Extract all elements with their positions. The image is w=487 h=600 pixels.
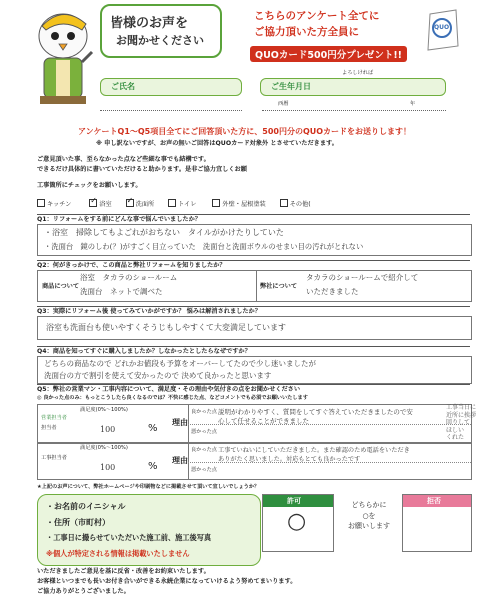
request-line2: お聞かせください (116, 34, 204, 47)
work-area-bath[interactable] (89, 201, 111, 208)
q2-title: Q2：何がきっかけで、この商品と弊社リフォームを知りましたか？ (37, 260, 470, 270)
work-area-kitchen[interactable] (37, 201, 71, 208)
name-underline (100, 110, 242, 111)
q5-works-row (37, 442, 472, 480)
deny-label: 拒否 (427, 497, 441, 505)
publish-item1: ・お名前のイニシャル (46, 502, 126, 511)
work-area-other[interactable] (280, 201, 311, 208)
sales-good-label: 良かった点 (191, 409, 217, 415)
work-area-label: 洗面所 (135, 201, 155, 208)
present-line1: こちらのアンケート全てに (254, 10, 380, 22)
sales-label: 営業担当者 (41, 415, 67, 421)
q5-subtitle: ◎ 良かった点のみ：もっとこうしたら良くなるのでは？不快に感じた点、などコメントでも必須でお願いいたします (37, 395, 308, 401)
q5-title: Q5：弊社の営業マン・工事内容について、満足度・その理由や気付きの点をお聞かせください (37, 384, 470, 394)
closing-line2: お客様といつまでも長いお付き合いができる永続企業になっていけるよう努めてまいります。 (37, 578, 297, 585)
choose-line3: お願いします (348, 522, 390, 530)
intro-line2: ※ 申し訳ないですが、お声の無いご回答はQUOカード対象外 とさせていただきます。 (96, 140, 338, 147)
work-area-label: 浴室 (99, 201, 112, 208)
side-note-line5: くれた (446, 434, 465, 441)
request-banner (100, 4, 222, 58)
q2-company-answer1: タカラのショールームで紹介して (306, 273, 419, 282)
checkbox-kitchen[interactable] (37, 199, 45, 207)
q2-company-label: 弊社について (260, 283, 298, 290)
sales-satisfaction-label: 満足度(0%～100%) (80, 407, 128, 413)
publish-item2: ・住所（市町村） (46, 518, 110, 527)
intro-line3: ご意見頂いた事、至らなかった点など些細な事でも結構です。 (37, 156, 210, 163)
sales-bad-label: 悪かった点 (191, 429, 217, 435)
deny-box[interactable] (402, 494, 472, 552)
birth-note: よろしければ (342, 70, 374, 76)
checkbox-other[interactable] (280, 199, 288, 207)
q3-answer: 浴室も洗面台も使いやすくそうじもしやすくて大変満足しています (46, 323, 286, 332)
works-good-label: 良かった点 (191, 447, 217, 453)
works-satisfaction-value[interactable]: 100 (100, 463, 116, 472)
mascot-bird-icon (32, 2, 94, 110)
works-reason-label: 理由 (172, 456, 188, 465)
works-divider (188, 443, 189, 479)
publish-items-box (37, 494, 261, 566)
works-label: 工事担当者 (41, 455, 67, 461)
intro-line5: 工事箇所にチェックをお願いします。 (37, 182, 142, 189)
sales-comment1: 説明がわかりやすく、質問をしてすぐ答えていただきましたので安 (218, 408, 413, 416)
q2-product-answer1: 浴室 タカラのショールーム (80, 273, 178, 282)
q1-answer2: ・洗面台 鏡のしわ(？)がすごく目立っていた 洗面台と洗面ボウルのせまい目の汚れがとれない (44, 242, 364, 251)
q1-title: Q1：リフォームをする前にどんな事で悩んでいましたか？ (37, 214, 470, 224)
intro-line4: できるだけ具体的に書いていただけると助かります。是非ご協力宜しくお願 (37, 166, 247, 173)
work-area-row (37, 199, 311, 208)
permit-mark: ○ (287, 509, 307, 534)
quo-badge: QUO (434, 24, 450, 31)
quo-card-icon (422, 8, 462, 52)
footer-note: ★上記のお声について、弊社ホームページや印刷物などに掲載させて頂いて宜しいでしょうか？ (37, 484, 260, 490)
present-line2: ご協力頂いた方全員に (254, 26, 359, 38)
work-area-label: トイレ (178, 201, 197, 208)
sales-satisfaction-value[interactable]: 100 (100, 425, 116, 434)
q2-company-answer2: いただきました (306, 287, 359, 296)
sales-pct-unit: % (148, 423, 158, 434)
works-comment2: ありがたく思いました。対応もとても良かったです (218, 456, 361, 463)
q5-sales-row (37, 404, 472, 444)
publish-item4: ※個人が特定される情報は掲載いたしません (46, 549, 190, 558)
work-area-label: 外壁・屋根塗装 (222, 201, 266, 208)
works-comment1: 工事ていねいにしていただきました。また確認のため電話をいただき (218, 447, 410, 454)
work-area-exterior[interactable] (212, 201, 265, 208)
sales-reason-label: 理由 (172, 418, 188, 427)
side-note-line1: 工事当日に (446, 404, 477, 411)
q1-answer-box[interactable] (37, 224, 472, 256)
q2-product-answer2: 洗面台 ネットで調べた (80, 287, 163, 296)
present-banner (242, 2, 422, 68)
closing-line3: ご協力ありがとうございました。 (37, 588, 130, 595)
birth-era: 西暦 (278, 101, 289, 107)
choose-instruction (340, 500, 398, 532)
permit-label: 許可 (287, 497, 301, 505)
side-note-line3: 回りして (446, 419, 471, 426)
work-area-label: その他( (289, 201, 311, 208)
birth-year: 年 (410, 101, 416, 107)
choose-line2: ○を (362, 511, 376, 520)
works-bad-label: 悪かった点 (191, 467, 217, 473)
name-field[interactable] (100, 78, 242, 96)
work-area-washroom[interactable] (126, 201, 155, 208)
q1-answer1: ・浴室 掃除してもよごれがおちない タイルがかけたりしていた (44, 228, 284, 237)
intro-line1-text: アンケートQ1～Q5項目全てにご回答頂いた方に、500円分のQUOカードをお送りします！ (78, 127, 412, 136)
intro-line1 (78, 126, 411, 137)
checkbox-exterior[interactable] (212, 199, 220, 207)
birth-field[interactable] (260, 78, 446, 96)
q3-answer-box[interactable] (37, 316, 472, 340)
q4-title: Q4：商品を知ってすぐに購入しましたか？しなかったとしたらなぜですか？ (37, 346, 470, 356)
closing-line1: いただきましたご意見を基に反省・改善をお約束いたします。 (37, 568, 210, 575)
birth-underline (262, 110, 446, 111)
side-note-line2: 近所に挨拶 (446, 411, 477, 419)
works-satisfaction-label: 満足度(0%～100%) (80, 445, 128, 451)
work-area-toilet[interactable] (168, 201, 196, 208)
q4-answer2: 洗面台の方で割引を使えて安かったので 決めて良かったと思います (44, 371, 272, 380)
birth-label: ご生年月日 (271, 82, 311, 91)
q4-answer1: どちらの商品なので どれかお値段も予算をオーバーしてたので少し迷いましたが (44, 359, 317, 368)
checkbox-washroom[interactable] (126, 199, 134, 207)
q4-answer-box[interactable] (37, 356, 472, 384)
sales-comment2: 心して任せることができました (218, 417, 309, 425)
side-note (446, 404, 484, 442)
work-area-label: キッチン (47, 201, 72, 208)
choose-line1: どちらかに (351, 501, 387, 509)
q3-title: Q3：実際にリフォーム後 使ってみていかがですか？ 悩みは解消されましたか？ (37, 306, 470, 316)
q2-product-label: 商品について (42, 283, 80, 290)
present-line3: QUOカード500円分プレゼント!! (250, 46, 407, 62)
checkbox-toilet[interactable] (168, 199, 176, 207)
checkbox-bath[interactable] (89, 199, 97, 207)
q2-divider (256, 271, 257, 301)
request-line1: 皆様のお声を (110, 16, 189, 31)
sales-role: 担当者 (41, 425, 57, 431)
name-label: ご氏名 (111, 82, 135, 91)
publish-item3: ・工事日に撮らせていただいた施工前、施工後写真 (46, 533, 212, 542)
permit-box[interactable] (262, 494, 334, 552)
side-note-line4: ほしい (446, 426, 465, 434)
q2-answer-box[interactable] (37, 270, 472, 302)
works-pct-unit: % (148, 461, 158, 472)
